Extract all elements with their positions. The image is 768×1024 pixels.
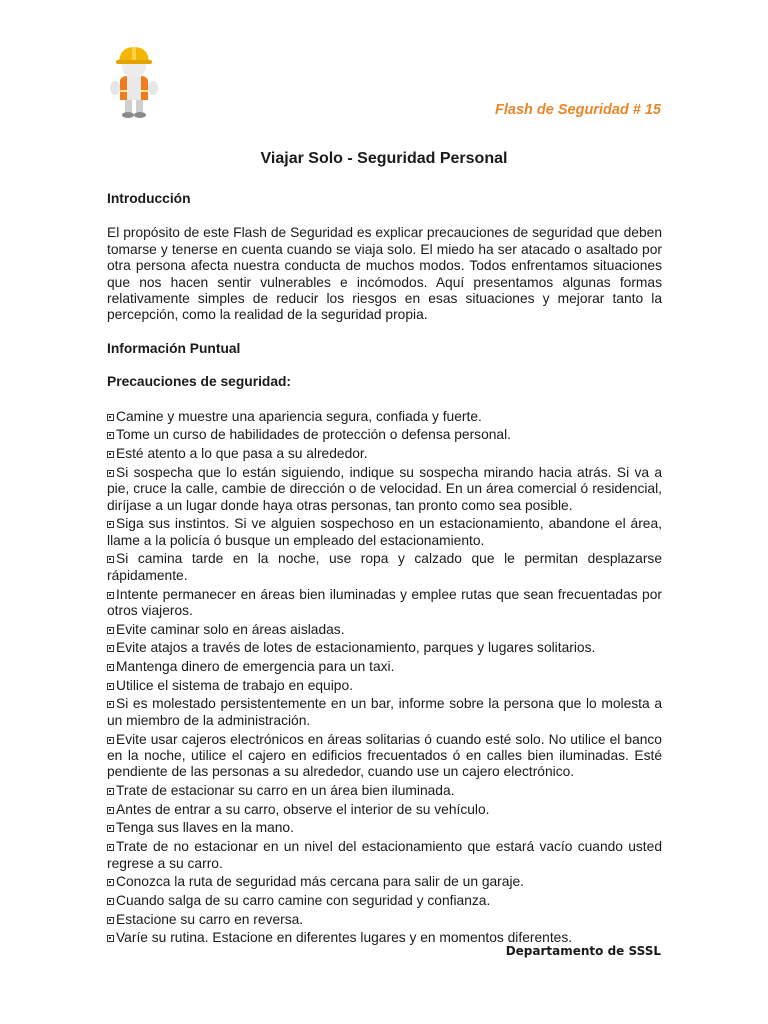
intro-paragraph: El propósito de este Flash de Seguridad es explicar precauciones de seguridad que deben tomarse y tenerse en cuenta cuando se viaja solo. El miedo ha ser atacado o asaltado por otra persona afecta nuestra conducta de muchos modos. Todos enfrentamos situaciones que nos hacen sentir vulnerables e incómodos. Aquí presentamos algunas formas relativamente simples de reducir los riesgos en esas situaciones y mejorar tanto la percepción, como la realidad de la seguridad propia. [107, 225, 662, 323]
precaution-text: Si camina tarde en la noche, use ropa y calzado que le permitan desplazarse rápidamente. [107, 551, 662, 583]
square-bullet-icon [107, 701, 114, 708]
precaution-item [107, 912, 662, 928]
square-bullet-icon [107, 664, 114, 671]
square-bullet-icon [107, 627, 114, 634]
precaution-text: Camine y muestre una apariencia segura, confiada y fuerte. [116, 408, 482, 424]
precaution-item [107, 551, 662, 584]
precaution-item [107, 465, 662, 514]
precaution-text: Trate de estacionar su carro en un área bien iluminada. [116, 783, 455, 799]
precaution-text: Tome un curso de habilidades de protección o defensa personal. [116, 427, 512, 443]
precaution-text: Tenga sus llaves en la mano. [116, 820, 294, 836]
square-bullet-icon [107, 917, 114, 924]
square-bullet-icon [107, 521, 114, 528]
precaution-text: Evite atajos a través de lotes de estacionamiento, parques y lugares solitarios. [116, 640, 596, 656]
precaution-text: Conozca la ruta de seguridad más cercana para salir de un garaje. [116, 874, 525, 890]
precaution-item [107, 783, 662, 799]
precaution-item [107, 516, 662, 549]
precaution-text: Mantenga dinero de emergencia para un taxi. [116, 659, 395, 675]
precaution-item [107, 409, 662, 425]
square-bullet-icon [107, 935, 114, 942]
precaution-text: Esté atento a lo que pasa a su alrededor. [116, 446, 368, 462]
square-bullet-icon [107, 592, 114, 599]
precaution-text: Intente permanecer en áreas bien iluminadas y emplee rutas que sean frecuentadas por otros viajeros. [107, 586, 662, 618]
precaution-text: Evite usar cajeros electrónicos en áreas solitarias ó cuando esté solo. No utilice el banco en la noche, utilice el cajero en edificios frecuentados ó en calles bien iluminadas. Esté pendiente de las personas a su alrededor, cuando use un cajero electrónico. [107, 731, 662, 780]
square-bullet-icon [107, 451, 114, 458]
precaution-item [107, 587, 662, 620]
precaution-text: Antes de entrar a su carro, observe el interior de su vehículo. [116, 801, 490, 817]
department-footer: Departamento de SSSL [505, 944, 661, 958]
precaution-text: Evite caminar solo en áreas aisladas. [116, 621, 345, 637]
precaution-text: Utilice el sistema de trabajo en equipo. [116, 677, 353, 693]
precaution-text: Siga sus instintos. Si ve alguien sospechoso en un estacionamiento, abandone el área, llame a la policía ó busque un empleado del estacionamiento. [107, 516, 662, 548]
square-bullet-icon [107, 470, 114, 477]
precaution-item [107, 802, 662, 818]
square-bullet-icon [107, 788, 114, 795]
precaution-item [107, 732, 662, 781]
precaution-text: Varíe su rutina. Estacione en diferentes lugares y en momentos diferentes. [116, 930, 573, 946]
precaution-item [107, 893, 662, 909]
precaution-item [107, 640, 662, 656]
precautions-list [107, 409, 662, 947]
flash-title: Flash de Seguridad # 15 [495, 102, 661, 118]
document-title: Viajar Solo - Seguridad Personal [260, 150, 508, 167]
square-bullet-icon [107, 414, 114, 421]
precaution-text: Si es molestado persistentemente en un bar, informe sobre la persona que lo molesta a un miembro de la administración. [107, 696, 662, 728]
square-bullet-icon [107, 737, 114, 744]
precaution-text: Cuando salga de su carro camine con seguridad y confianza. [116, 892, 491, 908]
precaution-text: Trate de no estacionar en un nivel del estacionamiento que estará vacío cuando usted regrese a su carro. [107, 839, 662, 871]
precaution-item [107, 446, 662, 462]
square-bullet-icon [107, 556, 114, 563]
precaution-item [107, 678, 662, 694]
precautions-heading: Precauciones de seguridad: [107, 374, 292, 390]
precaution-item [107, 874, 662, 890]
square-bullet-icon [107, 879, 114, 886]
square-bullet-icon [107, 432, 114, 439]
info-heading: Información Puntual [107, 340, 241, 356]
safety-worker-logo-icon [104, 44, 164, 120]
square-bullet-icon [107, 898, 114, 905]
square-bullet-icon [107, 807, 114, 814]
square-bullet-icon [107, 825, 114, 832]
precaution-item [107, 622, 662, 638]
square-bullet-icon [107, 844, 114, 851]
precaution-item [107, 839, 662, 872]
square-bullet-icon [107, 645, 114, 652]
intro-heading: Introducción [107, 191, 191, 206]
precaution-item [107, 659, 662, 675]
precaution-item [107, 696, 662, 729]
precaution-text: Estacione su carro en reversa. [116, 911, 304, 927]
document-body [107, 191, 662, 949]
precaution-item [107, 427, 662, 443]
precaution-item [107, 820, 662, 836]
precaution-text: Si sospecha que lo están siguiendo, indique su sospecha mirando hacia atrás. Si va a pie, cruce la calle, cambie de dirección o de velocidad. En un área comercial ó residencial, diríjase a un lugar donde haya otras personas, tan pronto como sea posible. [107, 464, 662, 513]
square-bullet-icon [107, 683, 114, 690]
